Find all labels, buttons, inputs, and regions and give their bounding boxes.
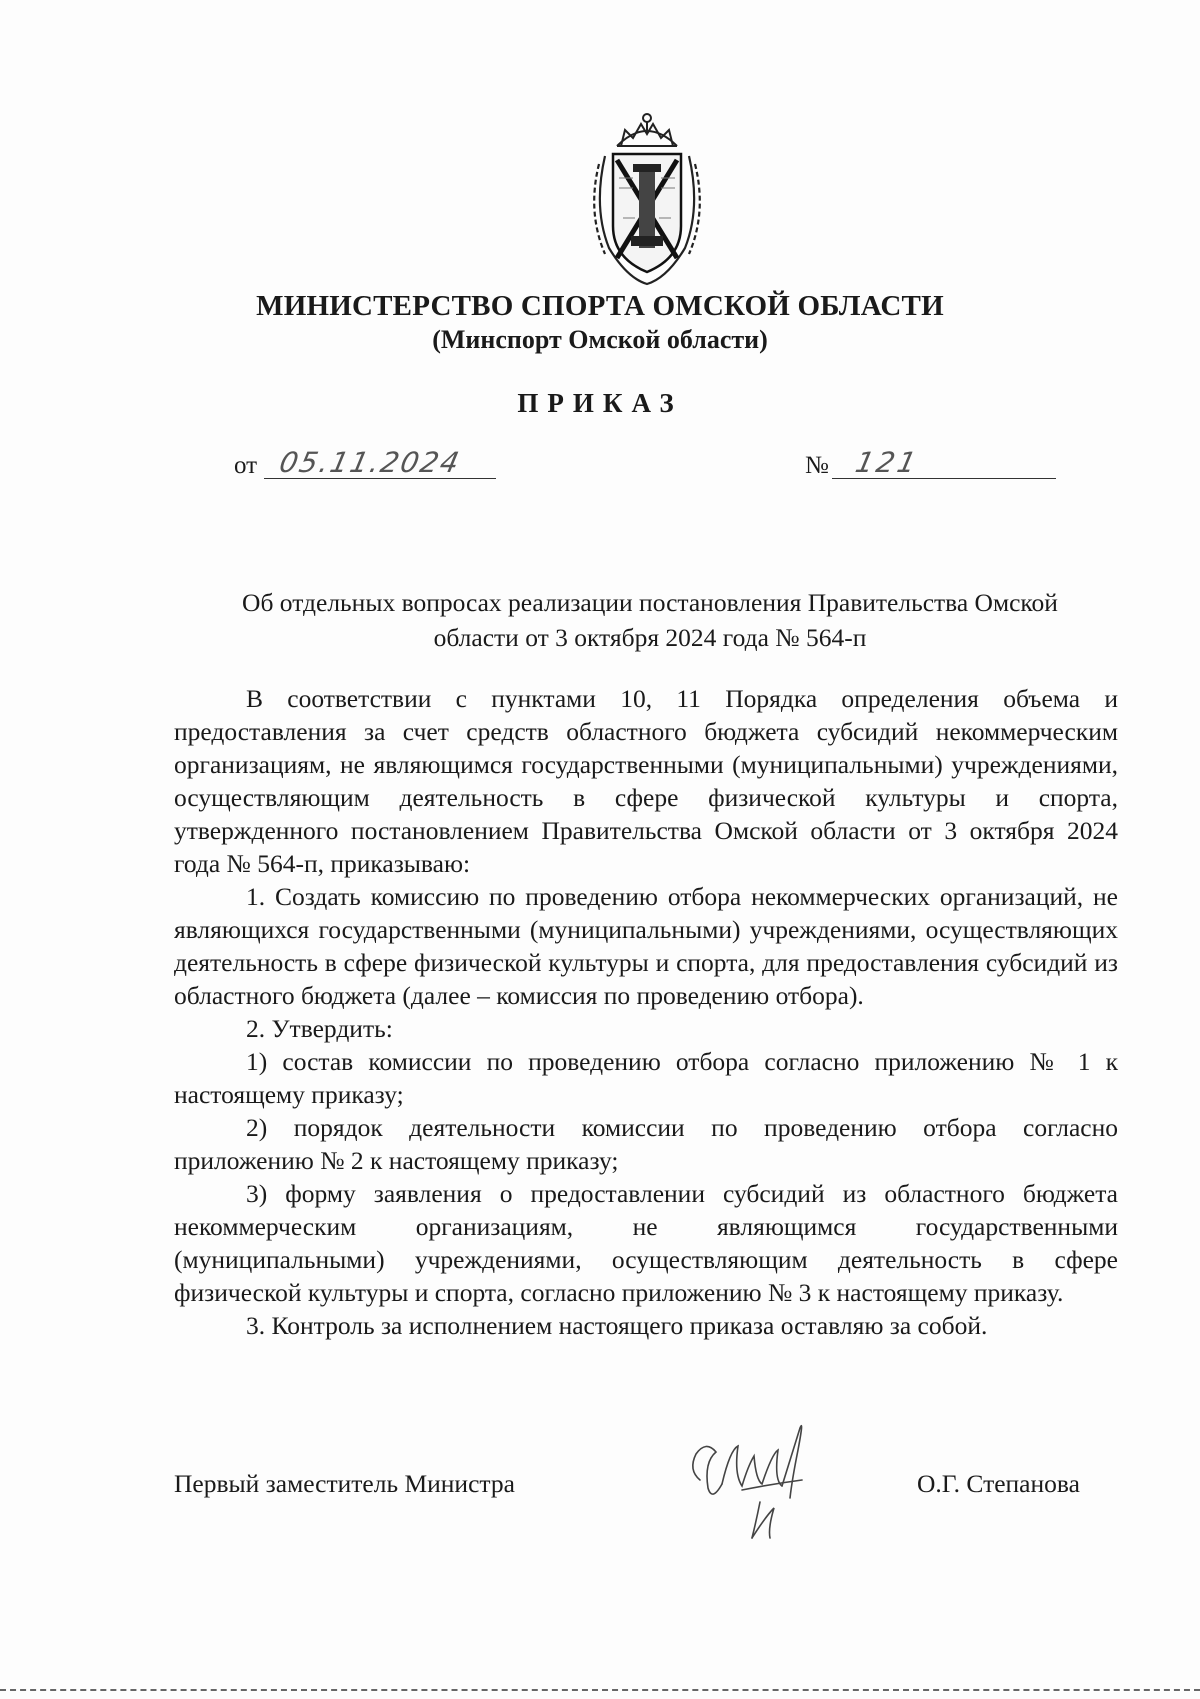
signer-name: О.Г. Степанова bbox=[917, 1469, 1080, 1498]
ministry-name: МИНИСТЕРСТВО СПОРТА ОМСКОЙ ОБЛАСТИ bbox=[256, 290, 944, 322]
preamble-paragraph: В соответствии с пунктами 10, 11 Порядка определения объема и предоставления за счет средств областного бюджета субсидий некоммерческим организациям, не являющимся государственными (муниципальными) учреждениями, осуществляющим деятельность в сфере физической культуры и спорта, утвержденного постановлением Правительства Омской области от 3 октября 2024 года № 564-п, приказываю: bbox=[174, 684, 1118, 878]
ministry-short-name: (Минспорт Омской области) bbox=[432, 325, 768, 354]
document-type-title: ПРИКАЗ bbox=[517, 388, 683, 418]
item-2-paragraph: 2. Утвердить: bbox=[246, 1014, 393, 1043]
date-label: от bbox=[234, 452, 258, 479]
date-value-handwritten: 05.11.2024 bbox=[276, 446, 464, 479]
subject-line-2: области от 3 октября 2024 года № 564-п bbox=[433, 623, 867, 652]
item-1-paragraph: 1. Создать комиссию по проведению отбора некоммерческих организаций, не являющихся государственными (муниципальными) учреждениями, осуществляющих деятельность в сфере физической культуры и спорта, для предоставления субсидий из областного бюджета (далее – комиссия по проведению отбора). bbox=[174, 882, 1118, 1010]
item-2-3-paragraph: 3) форму заявления о предоставлении субсидий из областного бюджета некоммерческим организациям, не являющимся государственными (муниципальными) учреждениями, осуществляющим деятельность в сфере физической культуры и спорта, согласно приложению № 3 к настоящему приказу. bbox=[174, 1179, 1118, 1307]
item-2-2-paragraph: 2) порядок деятельности комиссии по проведению отбора согласно приложению № 2 к настоящему приказу; bbox=[174, 1113, 1118, 1175]
item-2-1-paragraph: 1) состав комиссии по проведению отбора согласно приложению № 1 к настоящему приказу; bbox=[174, 1047, 1118, 1109]
handwritten-signature-icon bbox=[682, 1410, 832, 1545]
subject-line-1: Об отдельных вопросах реализации постановления Правительства Омской bbox=[242, 588, 1058, 617]
coat-of-arms-icon bbox=[583, 108, 711, 288]
document-body bbox=[174, 682, 1118, 1342]
number-value-handwritten: 121 bbox=[852, 446, 922, 479]
page-bottom-edge bbox=[0, 1689, 1200, 1691]
item-3-paragraph: 3. Контроль за исполнением настоящего приказа оставляю за собой. bbox=[246, 1311, 988, 1340]
document-subject bbox=[180, 585, 1120, 655]
number-label: № bbox=[805, 452, 829, 479]
signer-title: Первый заместитель Министра bbox=[174, 1469, 515, 1498]
